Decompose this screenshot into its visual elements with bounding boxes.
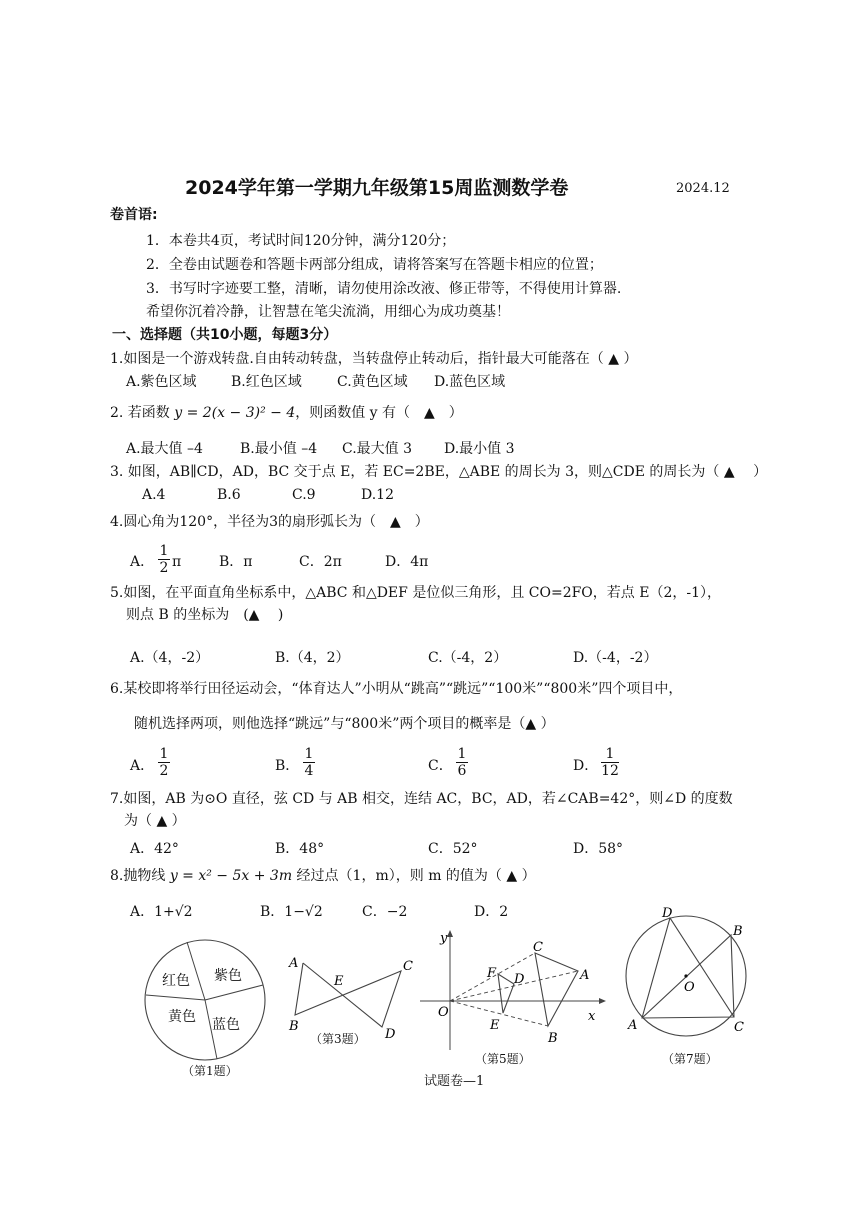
q7-option-c: C．52° <box>428 841 478 857</box>
fig3-figure <box>285 955 420 1040</box>
fig7-lines <box>642 918 734 1018</box>
q8-stem-post: 经过点（1，m），则 m 的值为（ ▲ ） <box>292 868 536 884</box>
q6-stem-line-1: 6.某校即将举行田径运动会，“体育达人”小明从“跳高”“跳远”“100米”“800米”四个项目中， <box>110 681 683 697</box>
q5-option-b: B.（4，2） <box>275 650 350 666</box>
fig5-label-d: D <box>514 972 525 987</box>
region-red-label: 红色 <box>162 973 190 989</box>
preface-line-2: 2．全卷由试题卷和答题卡两部分组成，请将答案写在答题卡相应的位置； <box>146 257 603 273</box>
preface-line-3: 3．书写时字迹要工整，清晰，请勿使用涂改液、修正带等，不得使用计算器. <box>146 281 622 297</box>
spinner-divider <box>205 985 263 1000</box>
q2-formula: y = 2(x − 3)² − 4 <box>174 405 296 421</box>
region-purple-label: 紫色 <box>214 968 242 984</box>
q3-option-b: B.6 <box>217 487 241 503</box>
fig7-center-dot <box>684 974 687 977</box>
q6-a-numerator: 1 <box>159 746 169 762</box>
q8-option-c: C．−2 <box>362 904 408 920</box>
q8-formula: y = x² − 5x + 3m <box>169 868 293 884</box>
preface-line-4: 希望你沉着冷静，让智慧在笔尖流淌，用细心为成功奠基！ <box>146 304 510 320</box>
q4-fraction-numerator: 1 <box>159 543 169 559</box>
fig5-y-arrow <box>447 930 453 937</box>
fig3-caption: （第3题） <box>310 1032 366 1046</box>
q1-stem: 1.如图是一个游戏转盘.自由转动转盘，当转盘停止转动后，指针最大可能落在（ ▲ ） <box>110 351 638 367</box>
q6-option-a-label: A． <box>130 758 155 774</box>
q5-option-a: A.（4，-2） <box>130 650 210 666</box>
q7-stem-line-1: 7.如图，AB 为⊙O 直径，弦 CD 与 AB 相交，连结 AC，BC，AD，若∠CAB=42°，则∠D 的度数 <box>110 791 733 807</box>
q2-option-a: A.最大值 –4 <box>126 441 203 457</box>
fig3-label-d: D <box>385 1027 396 1042</box>
fig3-label-c: C <box>403 959 413 974</box>
q6-d-numerator: 1 <box>601 746 619 763</box>
preface-line-1: 1．本卷共4页，考试时间120分钟，满分120分； <box>146 233 456 249</box>
q4-fraction-denominator: 2 <box>159 560 169 576</box>
q3-stem: 3. 如图，AB∥CD，AD，BC 交于点 E，若 EC=2BE，△ABE 的周长为 3，则△CDE 的周长为（ ▲ ） <box>110 464 768 480</box>
q1-option-a: A.紫色区域 <box>126 374 197 390</box>
q8-stem-pre: 8.抛物线 <box>110 868 170 884</box>
page-footer: 试题卷—1 <box>424 1074 485 1089</box>
q6-option-c-label: C． <box>428 758 453 774</box>
q4-option-a-fraction <box>158 543 170 576</box>
fig7-label-a: A <box>628 1018 638 1033</box>
fig5-triangle-abc <box>535 953 578 1026</box>
fig5-label-c: C <box>533 940 543 955</box>
preface-heading: 卷首语: <box>110 207 158 223</box>
fig7-caption: （第7题） <box>662 1052 718 1066</box>
q7-stem-line-2: 为（ ▲ ） <box>124 813 186 829</box>
q2-option-d: D.最小值 3 <box>444 441 515 457</box>
fig7-label-b: B <box>733 924 743 939</box>
page-title: 2024学年第一学期九年级第15周监测数学卷 <box>185 177 569 199</box>
fig5-label-y: y <box>440 931 448 946</box>
fig7-label-c: C <box>734 1020 744 1035</box>
region-yellow-label: 黄色 <box>168 1009 196 1025</box>
q8-stem <box>110 867 536 885</box>
fig3-lines <box>295 963 401 1027</box>
fig5-label-x: x <box>588 1009 596 1024</box>
q4-option-c: C．2π <box>299 554 342 570</box>
fig3-label-b: B <box>289 1019 299 1034</box>
q2-stem <box>110 404 463 422</box>
fig7-label-d: D <box>662 906 673 921</box>
fig5-figure <box>418 928 613 1053</box>
fig3-label-a: A <box>289 956 299 971</box>
q5-stem-line-2: 则点 B 的坐标为 (▲ ) <box>126 607 284 623</box>
q3-option-d: D.12 <box>361 487 394 503</box>
q6-option-a-fraction <box>158 746 170 779</box>
q6-option-b-label: B． <box>275 758 300 774</box>
region-blue-label: 蓝色 <box>212 1017 240 1033</box>
q6-d-denominator: 12 <box>601 763 619 779</box>
fig3-label-e: E <box>334 974 344 989</box>
fig5-label-e: E <box>490 1018 500 1033</box>
q4-option-b: B．π <box>219 554 253 570</box>
q5-option-c: C.（-4，2） <box>428 650 508 666</box>
q4-option-a-tail: π <box>172 554 182 570</box>
q6-stem-line-2: 随机选择两项，则他选择“跳远”与“800米”两个项目的概率是（▲ ） <box>134 716 555 732</box>
q4-stem: 4.圆心角为120°，半径为3的扇形弧长为（ ▲ ） <box>110 514 429 530</box>
section-heading: 一、选择题（共10小题，每题3分） <box>112 327 338 343</box>
spinner-divider <box>146 995 205 1000</box>
q6-b-denominator: 4 <box>304 763 314 779</box>
fig7-figure <box>620 905 765 1035</box>
q5-stem-line-1: 5.如图，在平面直角坐标系中，△ABC 和△DEF 是位似三角形，且 CO=2FO，若点 E（2，-1）， <box>110 585 722 601</box>
q1-option-d: D.蓝色区域 <box>434 374 506 390</box>
q3-option-c: C.9 <box>292 487 316 503</box>
q3-option-a: A.4 <box>142 487 166 503</box>
q2-option-c: C.最大值 3 <box>342 441 413 457</box>
q8-option-a: A．1+√2 <box>130 904 193 920</box>
q8-option-d: D．2 <box>474 904 509 920</box>
fig5-label-f: F <box>487 966 497 981</box>
q2-option-b: B.最小值 –4 <box>240 441 318 457</box>
q7-option-a: A．42° <box>130 841 179 857</box>
q6-option-c-fraction <box>456 746 468 779</box>
q4-option-d: D．4π <box>385 554 429 570</box>
q8-option-b: B．1−√2 <box>260 904 323 920</box>
q1-option-c: C.黄色区域 <box>337 374 408 390</box>
q6-b-numerator: 1 <box>304 746 314 762</box>
fig5-triangle-def <box>498 974 514 1013</box>
q2-stem-post: ，则函数值 y 有（ ▲ ） <box>295 405 463 421</box>
q6-c-numerator: 1 <box>457 746 467 762</box>
fig5-caption: （第5题） <box>475 1052 531 1066</box>
fig1-spinner <box>140 935 270 1065</box>
q6-c-denominator: 6 <box>457 763 467 779</box>
spinner-divider <box>187 942 205 1000</box>
q6-option-d-label: D． <box>573 758 599 774</box>
q6-option-d-fraction <box>601 746 619 779</box>
exam-date: 2024.12 <box>676 181 730 196</box>
q2-stem-pre: 2. 若函数 <box>110 405 175 421</box>
fig1-caption: （第1题） <box>182 1064 238 1078</box>
q6-a-denominator: 2 <box>159 763 169 779</box>
fig5-x-arrow <box>599 998 606 1004</box>
q6-option-b-fraction <box>303 746 315 779</box>
q4-option-a-label: A． <box>130 554 155 570</box>
q5-option-d: D.（-4，-2） <box>573 650 658 666</box>
fig5-label-b: B <box>548 1031 558 1046</box>
q1-option-b: B.红色区域 <box>231 374 302 390</box>
fig7-label-o: O <box>684 980 695 995</box>
fig5-label-o: O <box>438 1005 449 1020</box>
fig5-label-a: A <box>580 968 590 983</box>
q7-option-b: B．48° <box>275 841 325 857</box>
q7-option-d: D．58° <box>573 841 624 857</box>
